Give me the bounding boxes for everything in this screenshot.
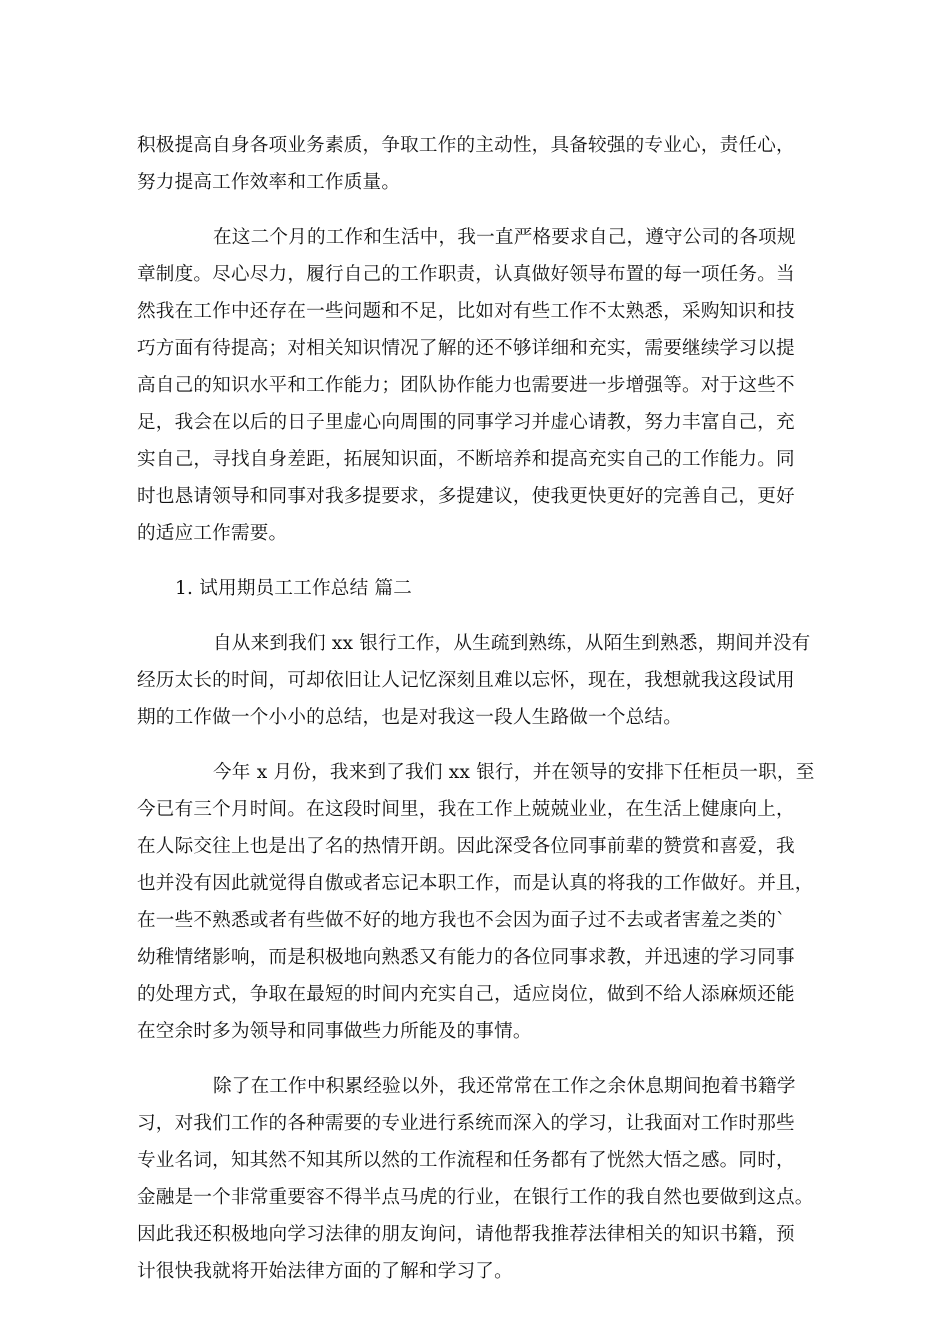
text-line: 的处理方式，争取在最短的时间内充实自己，适应岗位，做到不给人添麻烦还能 [137,984,795,1005]
text-line: 期的工作做一个小小的总结，也是对我这一段人生路做一个总结。 [137,707,683,728]
paragraph [137,754,815,1050]
document-page [137,127,815,1308]
text-line: 金融是一个非常重要容不得半点马虎的行业，在银行工作的我自然也要做到这点。 [137,1187,814,1208]
text-line: 因此我还积极地向学习法律的朋友询问，请他帮我推荐法律相关的知识书籍，预 [137,1224,795,1245]
section-heading [137,570,809,607]
text-line: 专业名词，知其然不知其所以然的工作流程和任务都有了恍然大悟之感。同时， [137,1150,795,1171]
text-line: 实自己，寻找自身差距，拓展知识面，不断培养和提高充实自己的工作能力。同 [137,449,795,470]
text-line: 在空余时多为领导和同事做些力所能及的事情。 [137,1021,532,1042]
text-line: 1. 试用期员工工作总结 篇二 [175,578,413,599]
text-line: 巧方面有待提高；对相关知识情况了解的还不够详细和充实，需要继续学习以提 [137,338,795,359]
text-line: 在一些不熟悉或者有些做不好的地方我也不会因为面子过不去或者害羞之类的` [137,910,786,931]
text-line: 也并没有因此就觉得自傲或者忘记本职工作，而是认真的将我的工作做好。并且， [137,873,814,894]
text-line: 今年 x 月份，我来到了我们 xx 银行，并在领导的安排下任柜员一职，至 [213,762,815,783]
text-line: 习，对我们工作的各种需要的专业进行系统而深入的学习，让我面对工作时那些 [137,1113,795,1134]
text-line: 经历太长的时间，可却依旧让人记忆深刻且难以忘怀，现在，我想就我这段试用 [137,670,795,691]
paragraph [137,625,809,736]
text-line: 时也恳请领导和同事对我多提要求，多提建议，使我更快更好的完善自己，更好 [137,486,795,507]
text-line: 今已有三个月时间。在这段时间里，我在工作上兢兢业业，在生活上健康向上， [137,799,795,820]
text-line: 计很快我就将开始法律方面的了解和学习了。 [137,1261,513,1282]
text-line: 除了在工作中积累经验以外，我还常常在工作之余休息期间抱着书籍学 [213,1076,796,1097]
text-line: 在这二个月的工作和生活中，我一直严格要求自己，遵守公司的各项规 [213,227,796,248]
text-line: 的适应工作需要。 [137,523,288,544]
paragraph [137,1068,814,1290]
text-line: 努力提高工作效率和工作质量。 [137,172,401,193]
paragraph [137,127,809,201]
text-line: 章制度。尽心尽力，履行自己的工作职责，认真做好领导布置的每一项任务。当 [137,264,795,285]
text-line: 然我在工作中还存在一些问题和不足，比如对有些工作不太熟悉，采购知识和技 [137,301,795,322]
text-line: 积极提高自身各项业务素质，争取工作的主动性，具备较强的专业心，责任心， [137,135,795,156]
text-line: 足，我会在以后的日子里虚心向周围的同事学习并虚心请教，努力丰富自己，充 [137,412,795,433]
text-line: 幼稚情绪影响，而是积极地向熟悉又有能力的各位同事求教，并迅速的学习同事 [137,947,795,968]
paragraph [137,219,809,552]
text-line: 在人际交往上也是出了名的热情开朗。因此深受各位同事前辈的赞赏和喜爱，我 [137,836,795,857]
text-line: 高自己的知识水平和工作能力；团队协作能力也需要进一步增强等。对于这些不 [137,375,795,396]
text-line: 自从来到我们 xx 银行工作，从生疏到熟练，从陌生到熟悉，期间并没有 [213,633,811,654]
